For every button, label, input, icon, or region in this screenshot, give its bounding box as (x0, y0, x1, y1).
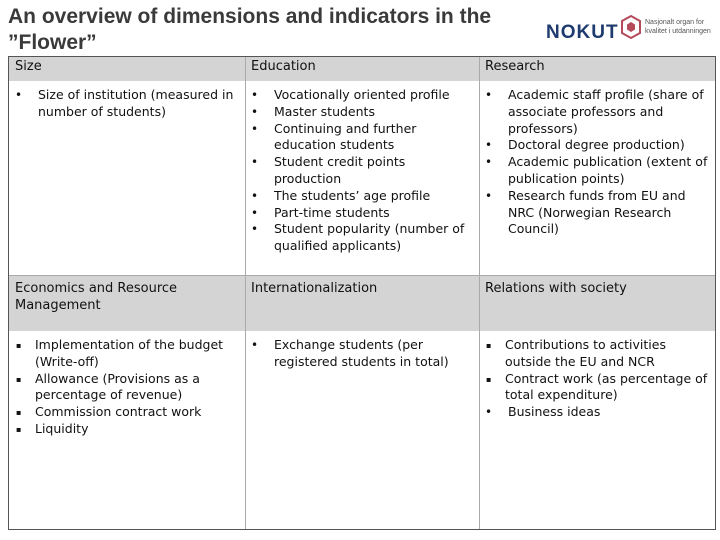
list-item: • Doctoral degree production) (483, 137, 711, 154)
page-title: An overview of dimensions and indicators in the ”Flower” (8, 5, 492, 54)
list-item: • Student credit points production (249, 154, 475, 188)
divider (479, 57, 480, 529)
divider (245, 57, 246, 529)
list-item: ▪ Commission contract work (13, 404, 241, 421)
list-item: • The students’ age profile (249, 188, 475, 205)
indicator-table (8, 56, 716, 530)
list-item: • Academic publication (extent of publication points) (483, 154, 711, 188)
list-item: • Academic staff profile (share of associate professors and professors) (483, 87, 711, 137)
list-item: • Master students (249, 104, 475, 121)
header-research: Research (479, 57, 715, 81)
list-item: • Business ideas (483, 404, 711, 421)
divider (9, 275, 715, 276)
economics-cell (9, 331, 245, 529)
list-item: • Size of institution (measured in number of students) (13, 87, 241, 121)
list-item: ▪ Allowance (Provisions as a percentage of revenue) (13, 371, 241, 405)
list-item: • Research funds from EU and NRC (Norwegian Research Council) (483, 188, 711, 238)
list-item: • Vocationally oriented profile (249, 87, 475, 104)
list-item: • Student popularity (number of qualified applicants) (249, 221, 475, 255)
header-education: Education (245, 57, 479, 81)
nokut-logo (546, 14, 716, 54)
size-cell (9, 81, 245, 275)
list-item: • Exchange students (per registered students in total) (249, 337, 475, 371)
list-item: ▪ Contributions to activities outside the EU and NCR (483, 337, 711, 371)
list-item: ▪ Implementation of the budget (Write-off) (13, 337, 241, 371)
header-society: Relations with society (479, 275, 715, 331)
header-economics: Economics and Resource Management (9, 275, 245, 331)
hexagon-logo-icon (620, 14, 642, 44)
logo-subtitle: Nasjonalt organ for kvalitet i utdanningen (645, 19, 711, 35)
header-size: Size (9, 57, 245, 81)
internationalization-cell (245, 331, 479, 529)
list-item: ▪ Contract work (as percentage of total expenditure) (483, 371, 711, 405)
list-item: • Continuing and further education students (249, 121, 475, 155)
research-cell (479, 81, 715, 275)
list-item: • Part-time students (249, 205, 475, 222)
header-internationalization: Internationalization (245, 275, 479, 331)
society-cell (479, 331, 715, 529)
education-cell (245, 81, 479, 275)
list-item: ▪ Liquidity (13, 421, 241, 438)
logo-word: NOKUT (546, 22, 619, 43)
